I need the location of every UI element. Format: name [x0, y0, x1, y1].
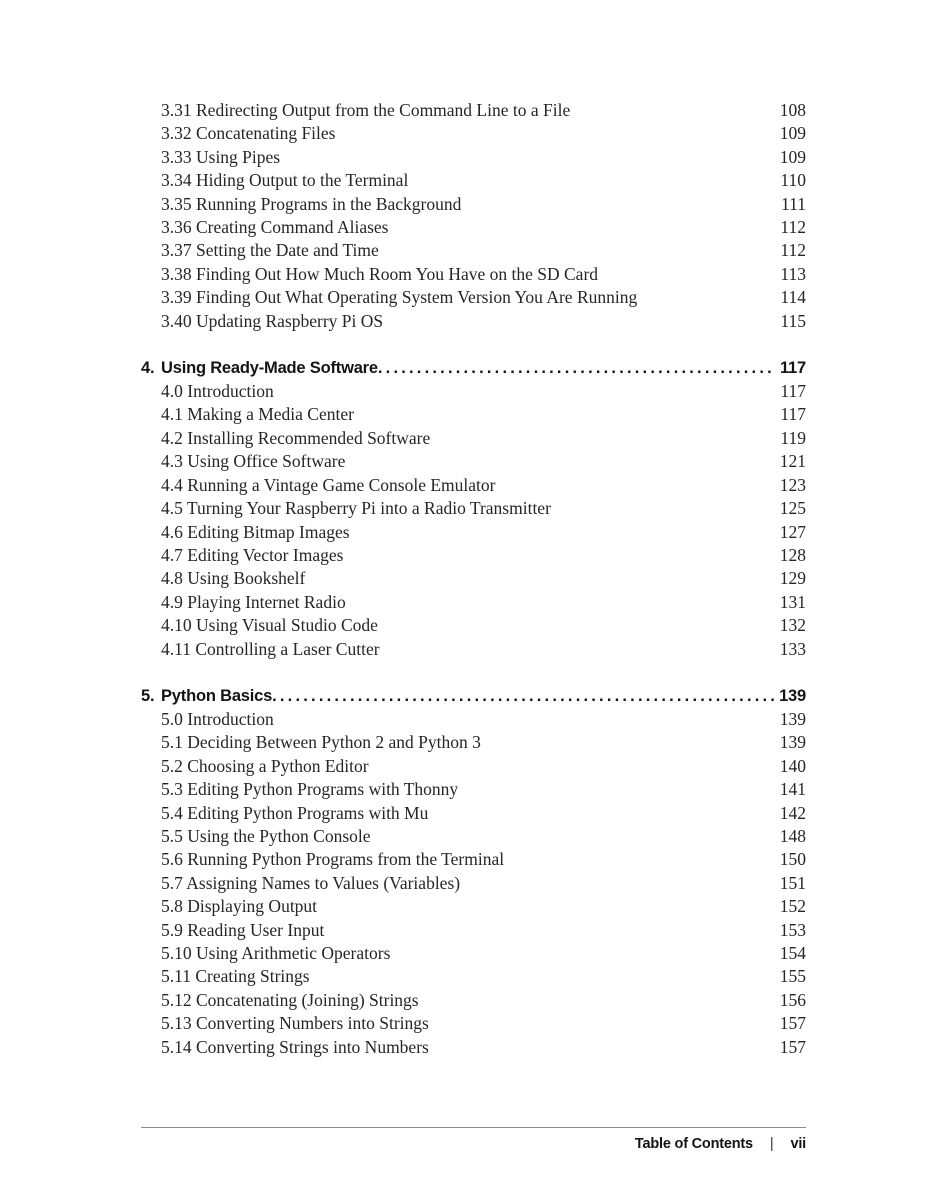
toc-entry-page-number: 119 — [780, 427, 806, 448]
toc-entry-page-number: 151 — [779, 872, 806, 893]
toc-section — [141, 99, 806, 333]
toc-entry-title: 4.4 Running a Vintage Game Console Emulator — [161, 474, 496, 495]
toc-entry-page-number: 117 — [780, 404, 806, 425]
chapter-entries — [161, 708, 806, 1059]
chapter-heading[interactable] — [141, 356, 806, 380]
page-footer — [141, 1127, 806, 1152]
chapter-title: Using Ready-Made Software — [161, 359, 378, 378]
toc-entry[interactable] — [161, 1012, 806, 1035]
toc-entry[interactable] — [161, 427, 806, 450]
toc-entry-title: 4.9 Playing Internet Radio — [161, 591, 346, 612]
toc-entry[interactable] — [161, 122, 806, 145]
toc-entry-page-number: 110 — [780, 170, 806, 191]
toc-entry-page-number: 157 — [779, 1036, 806, 1057]
footer-separator: | — [769, 1136, 774, 1152]
toc-entry[interactable] — [161, 193, 806, 216]
chapter-page-number: 117 — [779, 359, 806, 378]
toc-entry-page-number: 153 — [779, 919, 806, 940]
toc-entry-title: 3.33 Using Pipes — [161, 146, 281, 167]
toc-entry[interactable] — [161, 942, 806, 965]
toc-entry-page-number: 128 — [779, 544, 806, 565]
toc-entry-title: 3.36 Creating Command Aliases — [161, 217, 389, 238]
toc-entry[interactable] — [161, 825, 806, 848]
toc-entry-page-number: 113 — [780, 263, 806, 284]
chapter-page-number: 139 — [779, 686, 806, 705]
toc-entry[interactable] — [161, 403, 806, 426]
toc-entry-page-number: 139 — [779, 732, 806, 753]
toc-entry[interactable] — [161, 872, 806, 895]
chapter-title: Python Basics — [161, 686, 273, 705]
footer-section-label: Table of Contents — [634, 1136, 753, 1152]
toc-entry-page-number: 123 — [779, 474, 806, 495]
toc-entry-title: 5.4 Editing Python Programs with Mu — [161, 802, 429, 823]
toc-entry[interactable] — [161, 614, 806, 637]
toc-entry-page-number: 141 — [779, 779, 806, 800]
chapter-entries — [161, 99, 806, 333]
toc-entry-page-number: 150 — [779, 849, 806, 870]
toc-entry-title: 4.6 Editing Bitmap Images — [161, 521, 350, 542]
toc-entry[interactable] — [161, 474, 806, 497]
toc-entry[interactable] — [161, 146, 806, 169]
toc-entry[interactable] — [161, 895, 806, 918]
toc-entry-page-number: 111 — [781, 193, 806, 214]
toc-entry[interactable] — [161, 450, 806, 473]
toc-entry-title: 4.7 Editing Vector Images — [161, 544, 344, 565]
toc-entry[interactable] — [161, 708, 806, 731]
toc-entry[interactable] — [161, 755, 806, 778]
toc-entry[interactable] — [161, 380, 806, 403]
toc-entry[interactable] — [161, 310, 806, 333]
toc-entry[interactable] — [161, 919, 806, 942]
toc-entry-title: 5.13 Converting Numbers into Strings — [161, 1013, 429, 1034]
toc-entry-page-number: 114 — [780, 287, 806, 308]
toc-section — [141, 684, 806, 1059]
toc-entry[interactable] — [161, 989, 806, 1012]
toc-entry-title: 3.40 Updating Raspberry Pi OS — [161, 310, 384, 331]
toc-entry-page-number: 112 — [780, 217, 806, 238]
toc-entry-title: 5.2 Choosing a Python Editor — [161, 755, 369, 776]
toc-entry-page-number: 109 — [779, 123, 806, 144]
toc-entry[interactable] — [161, 263, 806, 286]
toc-entry[interactable] — [161, 778, 806, 801]
toc-entry[interactable] — [161, 544, 806, 567]
toc-entry-title: 3.31 Redirecting Output from the Command Line to a File — [161, 100, 571, 120]
toc-section — [141, 356, 806, 661]
toc-entry[interactable] — [161, 965, 806, 988]
toc-entry-page-number: 108 — [779, 100, 806, 120]
toc-entry-title: 4.8 Using Bookshelf — [161, 568, 306, 589]
toc-entry-page-number: 157 — [779, 1013, 806, 1034]
toc-entry-page-number: 142 — [779, 802, 806, 823]
toc-entry-page-number: 139 — [779, 708, 806, 729]
toc-entry-title: 5.0 Introduction — [161, 708, 274, 729]
toc-entry-title: 4.0 Introduction — [161, 381, 274, 402]
chapter-number: 5. — [141, 686, 155, 705]
toc-entry[interactable] — [161, 567, 806, 590]
toc-entry-title: 5.7 Assigning Names to Values (Variables) — [161, 872, 461, 893]
toc-entry-title: 5.3 Editing Python Programs with Thonny — [161, 779, 459, 800]
toc-entry-page-number: 155 — [779, 966, 806, 987]
toc-entry-title: 3.39 Finding Out What Operating System Version You Are Running — [161, 287, 638, 308]
toc-entry-title: 4.1 Making a Media Center — [161, 404, 354, 425]
toc-entry[interactable] — [161, 848, 806, 871]
toc-entry-page-number: 133 — [779, 638, 806, 659]
toc-entry[interactable] — [161, 216, 806, 239]
toc-entry-title: 5.9 Reading User Input — [161, 919, 325, 940]
toc-entry-title: 4.3 Using Office Software — [161, 451, 346, 472]
toc-entry-page-number: 125 — [779, 498, 806, 519]
toc-entry-title: 4.5 Turning Your Raspberry Pi into a Radio Transmitter — [161, 498, 551, 519]
toc-entry-title: 4.10 Using Visual Studio Code — [161, 615, 378, 636]
toc-entry-page-number: 154 — [779, 943, 806, 963]
toc-entry[interactable] — [161, 1036, 806, 1059]
toc-entry-title: 5.1 Deciding Between Python 2 and Python 3 — [161, 732, 481, 753]
toc-entry-page-number: 117 — [780, 381, 806, 402]
toc-entry[interactable] — [161, 497, 806, 520]
chapter-number: 4. — [141, 359, 155, 378]
toc-entry-title: 5.14 Converting Strings into Numbers — [161, 1036, 429, 1057]
chapter-entries — [161, 380, 806, 661]
toc-entry-page-number: 115 — [780, 310, 806, 331]
table-of-contents — [141, 99, 806, 1059]
toc-entry[interactable] — [161, 99, 806, 122]
toc-entry[interactable] — [161, 239, 806, 262]
toc-entry-page-number: 121 — [779, 451, 806, 472]
toc-entry[interactable] — [161, 638, 806, 661]
toc-entry-title: 4.11 Controlling a Laser Cutter — [161, 638, 380, 659]
toc-entry-page-number: 127 — [779, 521, 806, 542]
toc-entry-title: 5.10 Using Arithmetic Operators — [161, 943, 391, 963]
toc-entry-title: 4.2 Installing Recommended Software — [161, 427, 431, 448]
footer-page-number: vii — [790, 1136, 806, 1152]
toc-entry-title: 5.5 Using the Python Console — [161, 825, 371, 846]
toc-entry-page-number: 152 — [779, 896, 806, 917]
toc-entry-title: 5.8 Displaying Output — [161, 896, 318, 917]
toc-entry-page-number: 156 — [779, 989, 806, 1010]
toc-entry-title: 3.34 Hiding Output to the Terminal — [161, 170, 409, 191]
chapter-heading[interactable] — [141, 684, 806, 708]
toc-entry[interactable] — [161, 169, 806, 192]
toc-entry-page-number: 109 — [779, 146, 806, 167]
toc-entry-page-number: 112 — [780, 240, 806, 261]
toc-entry[interactable] — [161, 802, 806, 825]
toc-entry-page-number: 148 — [779, 825, 806, 846]
toc-entry[interactable] — [161, 286, 806, 309]
toc-entry[interactable] — [161, 731, 806, 754]
toc-entry-title: 5.11 Creating Strings — [161, 966, 310, 987]
toc-entry-page-number: 131 — [779, 591, 806, 612]
toc-entry-title: 3.32 Concatenating Files — [161, 123, 336, 144]
toc-entry-title: 3.38 Finding Out How Much Room You Have on the SD Card — [161, 263, 599, 284]
toc-entry-title: 3.35 Running Programs in the Background — [161, 193, 462, 214]
toc-entry-page-number: 129 — [779, 568, 806, 589]
toc-entry-title: 3.37 Setting the Date and Time — [161, 240, 379, 261]
toc-entry-title: 5.6 Running Python Programs from the Terminal — [161, 849, 505, 870]
dot-leader — [378, 356, 775, 380]
toc-entry[interactable] — [161, 591, 806, 614]
toc-entry-page-number: 132 — [779, 615, 806, 636]
toc-entry-title: 5.12 Concatenating (Joining) Strings — [161, 989, 419, 1010]
dot-leader — [272, 684, 774, 708]
toc-entry[interactable] — [161, 521, 806, 544]
toc-entry-page-number: 140 — [779, 755, 806, 776]
